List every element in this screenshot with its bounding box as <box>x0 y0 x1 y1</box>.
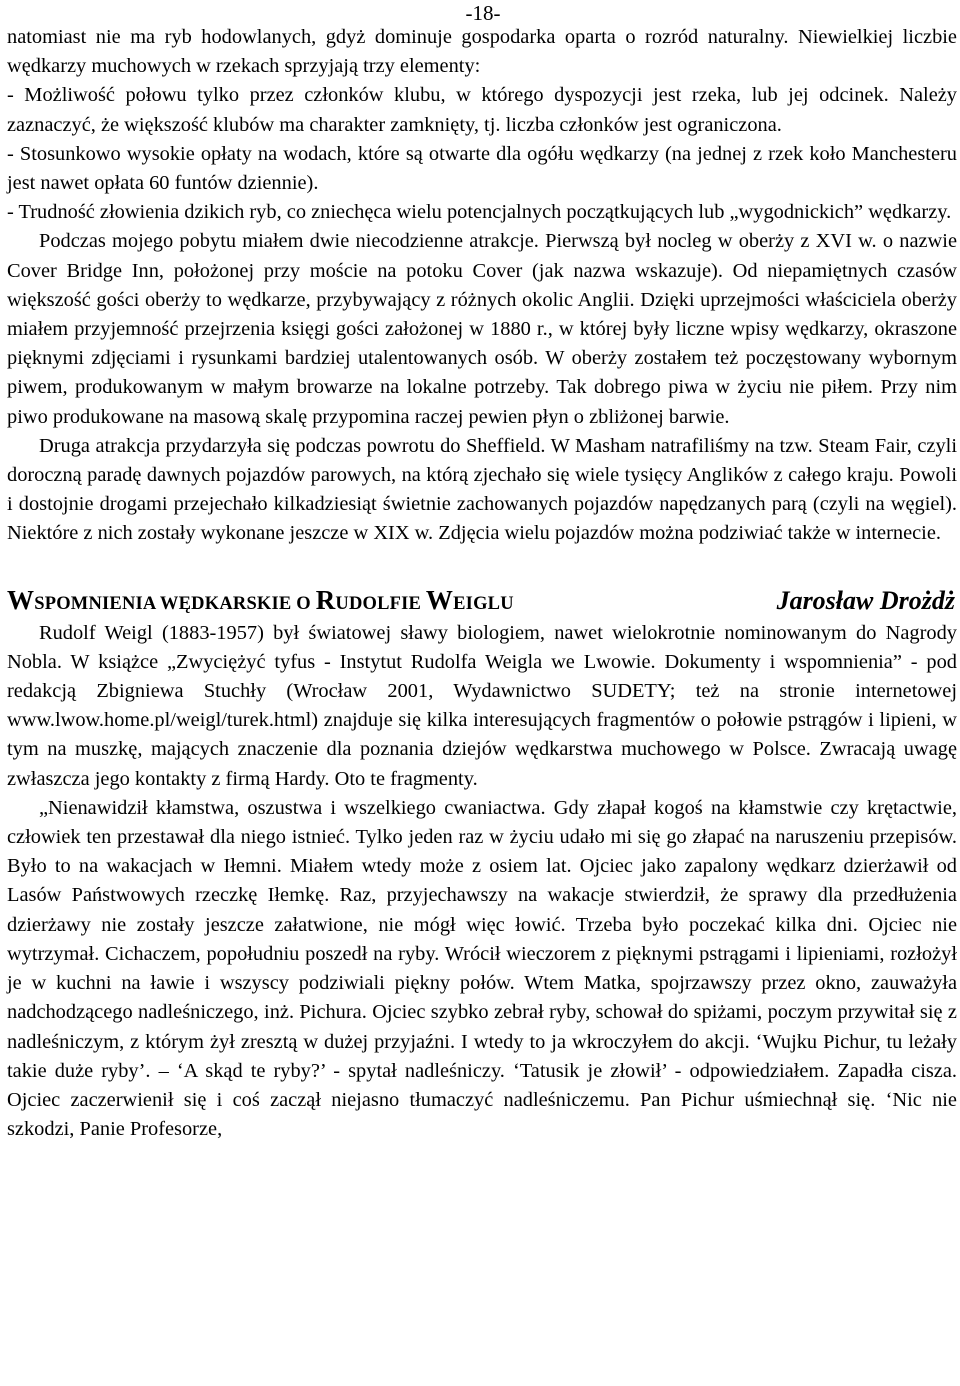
article-heading <box>7 585 957 619</box>
title-part: W <box>425 584 454 615</box>
page-number: -18- <box>465 1 501 25</box>
title-part: EIGLU <box>453 593 514 614</box>
article-continuation <box>7 23 957 549</box>
paragraph: Podczas mojego pobytu miałem dwie niecodzienne atrakcje. Pierwszą był nocleg w oberży z XVI w. o nazwie Cover Bridge Inn, położonej przy moście na potoku Cover (jak nazwa wskazuje). Od niepamiętnych czasów większość gości oberży to wędkarze, przybywający z różnych okolic Anglii. Dzięki uprzejmości właściciela oberży miałem przyjemność przejrzenia księgi gości założonej w 1880 r., w której były liczne wpisy wędkarzy, okraszone pięknymi zdjęciami i rysunkami bardziej utalentowanych osób. W oberży zostałem też poczęstowany wybornym piwem, produkowanym w małym browarze na lokalne potrzeby. Tak dobrego piwa w życiu nie piłem. Przy nim piwo produkowane na masową skalę przypomina raczej pewien płyn o zbliżonej barwie. <box>7 230 957 428</box>
paragraph: Druga atrakcja przydarzyła się podczas powrotu do Sheffield. W Masham natrafiliśmy na tzw. Steam Fair, czyli doroczną paradę dawnych pojazdów parowych, na którą zjechało się wiele tysięcy Anglików z całego kraju. Powoli i dostojnie drogami przejechało kilkadziesiąt świetnie zachowanych pojazdów napędzanych parą (czyli na węgiel). Niektóre z nich zostały wykonane jeszcze w XIX w. Zdjęcia wielu pojazdów można podziwiać także w internecie. <box>7 434 957 545</box>
title-part: R <box>315 584 336 615</box>
article-title <box>7 585 514 616</box>
document-page <box>7 0 957 1144</box>
article-body <box>7 619 957 1145</box>
paragraph: Rudolf Weigl (1883-1957) był światowej sławy biologiem, nawet wielokrotnie nominowanym do Nagrody Nobla. W książce „Zwyciężyć tyfus - Instytut Rudolfa Weigla we Lwowie. Dokumenty i wspomnienia” - pod redakcją Zbigniewa Stuchły (Wrocław 2001, Wydawnictwo SUDETY; też na stronie internetowej www.lwow.home.pl/weigl/turek.html) znajduje się kilka interesujących fragmentów o połowie pstrągów i lipieni, w tym na muszkę, mających znaczenie dla poznania dziejów wędkarstwa muchowego w Polsce. Zwracają uwagę zwłaszcza jego kontakty z firmą Hardy. Oto te fragmenty. <box>7 621 957 790</box>
title-part: SPOMNIENIA WĘDKARSKIE O <box>34 593 316 614</box>
paragraph: natomiast nie ma ryb hodowlanych, gdyż dominuje gospodarka oparta o rozród naturalny. Niewielkiej liczbie wędkarzy muchowych w rzekach sprzyjają trzy elementy: <box>7 26 957 78</box>
paragraph: - Stosunkowo wysokie opłaty na wodach, które są otwarte dla ogółu wędkarzy (na jednej z rzek koło Manchesteru jest nawet opłata 60 funtów dziennie). <box>7 142 957 195</box>
title-part: W <box>7 584 35 615</box>
title-part: UDOLFIE <box>335 593 426 614</box>
paragraph: - Trudność złowienia dzikich ryb, co zniechęca wielu potencjalnych początkujących lub „wygodnickich” wędkarzy. <box>7 201 952 224</box>
article-author: Jarosław Drożdż <box>776 585 955 615</box>
paragraph: „Nienawidził kłamstwa, oszustwa i wszelkiego cwaniactwa. Gdy złapał kogoś na kłamstwie czy krętactwie, człowiek ten przestawał dla niego istnieć. Tylko jeden raz w życiu udało mi się go złapać na naruszeniu przepisów. Było to na wakacjach w Iłemni. Miałem wtedy może z osiem lat. Ojciec jako zapalony wędkarz dzierżawił od Lasów Państwowych rzeczkę Iłemkę. Raz, przyjechawszy na wakacje stwierdził, że sprawy dla przedłużenia dzierżawy nie zostały jeszcze załatwione, nie mógł więc łowić. Trzeba było poczekać kilka dni. Ojciec nie wytrzymał. Cichaczem, popołudniu poszedł na ryby. Wrócił wieczorem z pięknymi pstrągami i lipieniami, rozłożył je w kuchni na ławie i wszyscy podziwiali piękny połów. Wtem Matka, spojrzawszy przez okno, zauważyła nadchodzącego nadleśniczego, inż. Pichura. Ojciec szybko zebrał ryby, schował do spiżami, poczym przywitał się z nadleśniczym, z którym żył zresztą w dużej przyjaźni. I wtedy to ja wkroczyłem do akcji. ‘Wujku Pichur, tu leżały takie duże ryby’. – ‘A skąd te ryby?’ - spytał nadleśniczy. ‘Tatusik je złowił’ - odpowiedziałem. Zapadła cisza. Ojciec zaczerwienił się i coś zaczął niejasno tłumaczyć nadleśniczemu. Pan Pichur uśmiechnął się. ‘Nic nie szkodzi, Panie Profesorze, <box>7 796 957 1141</box>
paragraph: - Możliwość połowu tylko przez członków klubu, w którego dyspozycji jest rzeka, lub jej odcinek. Należy zaznaczyć, że większość klubów ma charakter zamknięty, tj. liczba członków jest ograniczona. <box>7 84 957 136</box>
